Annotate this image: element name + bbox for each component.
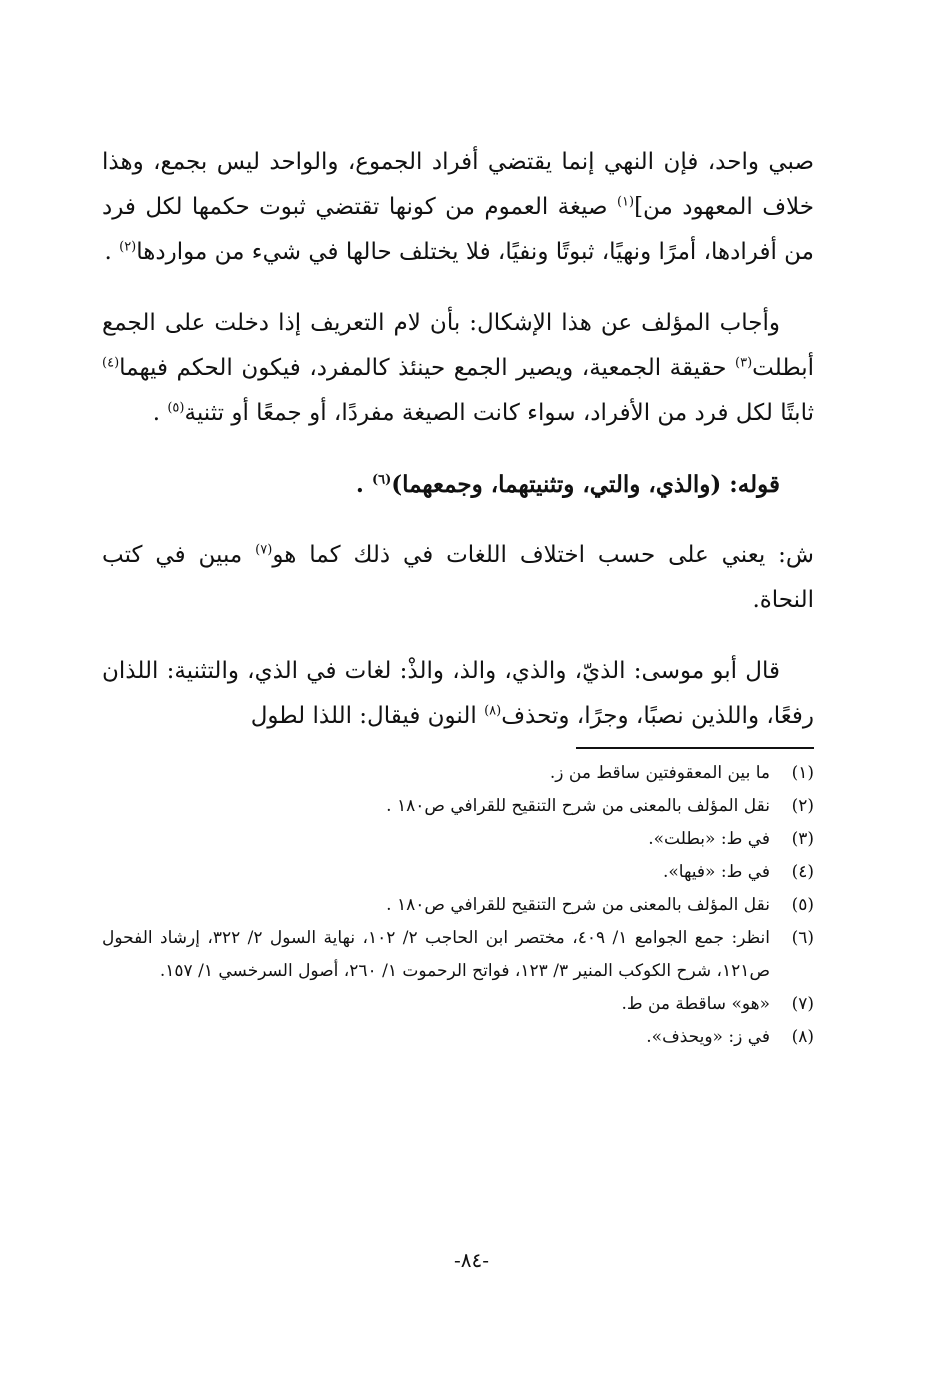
footnote-item xyxy=(102,889,814,922)
footnote-item xyxy=(102,856,814,889)
footnote-ref-3[interactable]: (٣) xyxy=(735,355,753,371)
footnotes xyxy=(102,757,814,1054)
footnote-item xyxy=(102,823,814,856)
footnote-number: (٦) xyxy=(791,928,814,948)
paragraph-quote xyxy=(102,462,814,507)
page-body xyxy=(102,140,814,1054)
footnote-number: (٣) xyxy=(791,829,814,849)
paragraph-text: حقيقة الجمعية، ويصير الجمع حينئذ كالمفرد، فيكون الحكم فيهما xyxy=(119,355,735,381)
footnote-ref-5[interactable]: (٥) xyxy=(167,400,185,416)
paragraph-5 xyxy=(102,649,814,739)
paragraph-text: . xyxy=(152,400,168,426)
main-text xyxy=(102,140,814,739)
footnote-number: (١) xyxy=(791,763,814,783)
paragraph-text: صبي واحد، فإن النهي إنما يقتضي أفراد الجموع، والواحد ليس بجمع، وهذا خلاف المعهود من] xyxy=(102,149,814,220)
footnote-text: ما بين المعقوفتين ساقط من ز. xyxy=(549,763,770,783)
footnote-ref-7[interactable]: (٧) xyxy=(255,542,273,558)
paragraph-4 xyxy=(102,533,814,623)
footnote-text: نقل المؤلف بالمعنى من شرح التنقيح للقرافي ص١٨٠ . xyxy=(386,796,770,816)
footnote-ref-1[interactable]: (١) xyxy=(616,194,635,210)
paragraph-1 xyxy=(102,140,814,275)
paragraph-text: صيغة العموم من كونها تقتضي ثبوت حكمها لكل فرد من أفرادها، أمرًا ونهيًا، ثبوتًا ونفيًا، فلا يختلف حالها في شيء من مواردها xyxy=(102,194,814,265)
paragraph-text: . xyxy=(104,239,120,265)
footnote-item xyxy=(102,790,814,823)
paragraph-text: وأجاب المؤلف عن هذا الإشكال: بأن لام التعريف إذا دخلت على الجمع أبطلت xyxy=(102,310,814,381)
footnote-number: (٢) xyxy=(791,796,814,816)
footnote-text: انظر: جمع الجوامع ١/ ٤٠٩، مختصر ابن الحاجب ٢/ ١٠٢، نهاية السول ٢/ ٣٢٢، إرشاد الفحول ص١٢١، شرح الكوكب المنير ٣/ ١٢٣، فواتح الرحموت ١/ ٢٦٠، أصول السرخسي ١/ ١٥٧. xyxy=(102,928,770,981)
footnote-text: في ط: «بطلت». xyxy=(648,829,770,849)
footnote-ref-2[interactable]: (٢) xyxy=(119,239,137,255)
footnote-number: (٤) xyxy=(791,862,814,882)
paragraph-text: ثابتًا لكل فرد من الأفراد، سواء كانت الصيغة مفردًا، أو جمعًا أو تثنية xyxy=(184,400,814,426)
footnote-item xyxy=(102,1021,814,1054)
paragraph-text: مبين في كتب النحاة. xyxy=(102,542,814,613)
footnote-ref-8[interactable]: (٨) xyxy=(484,703,502,719)
footnote-item xyxy=(102,922,814,988)
paragraph-text: . xyxy=(355,471,372,498)
footnote-divider xyxy=(576,747,814,749)
footnote-number: (٥) xyxy=(791,895,814,915)
quote-text: قوله: (والذي، والتي، وتثنيتهما، وجمعهما) xyxy=(391,471,780,498)
footnote-text: نقل المؤلف بالمعنى من شرح التنقيح للقرافي ص١٨٠ . xyxy=(386,895,770,915)
footnote-ref-4[interactable]: (٤) xyxy=(102,355,120,371)
footnote-text: في ز: «ويحذف». xyxy=(646,1027,770,1047)
footnote-ref-6[interactable]: (٦) xyxy=(371,472,392,488)
page-number: -٨٤- xyxy=(453,1248,489,1272)
footnote-number: (٨) xyxy=(791,1027,814,1047)
paragraph-text: ش: يعني على حسب اختلاف اللغات في ذلك كما هو xyxy=(272,542,814,568)
footnote-number: (٧) xyxy=(791,994,814,1014)
footnote-text: «هو» ساقطة من ط. xyxy=(621,994,770,1014)
paragraph-2 xyxy=(102,301,814,436)
paragraph-text: قال أبو موسى: الذيّ، والذي، والذ، والذْ: لغات في الذي، والتثنية: اللذان رفعًا، واللذين نصبًا، وجرًا، وتحذف xyxy=(102,658,814,729)
footnote-text: في ط: «فيها». xyxy=(662,862,770,882)
footnote-item xyxy=(102,757,814,790)
paragraph-text: النون فيقال: اللذا لطول xyxy=(250,703,485,729)
footnote-item xyxy=(102,988,814,1021)
